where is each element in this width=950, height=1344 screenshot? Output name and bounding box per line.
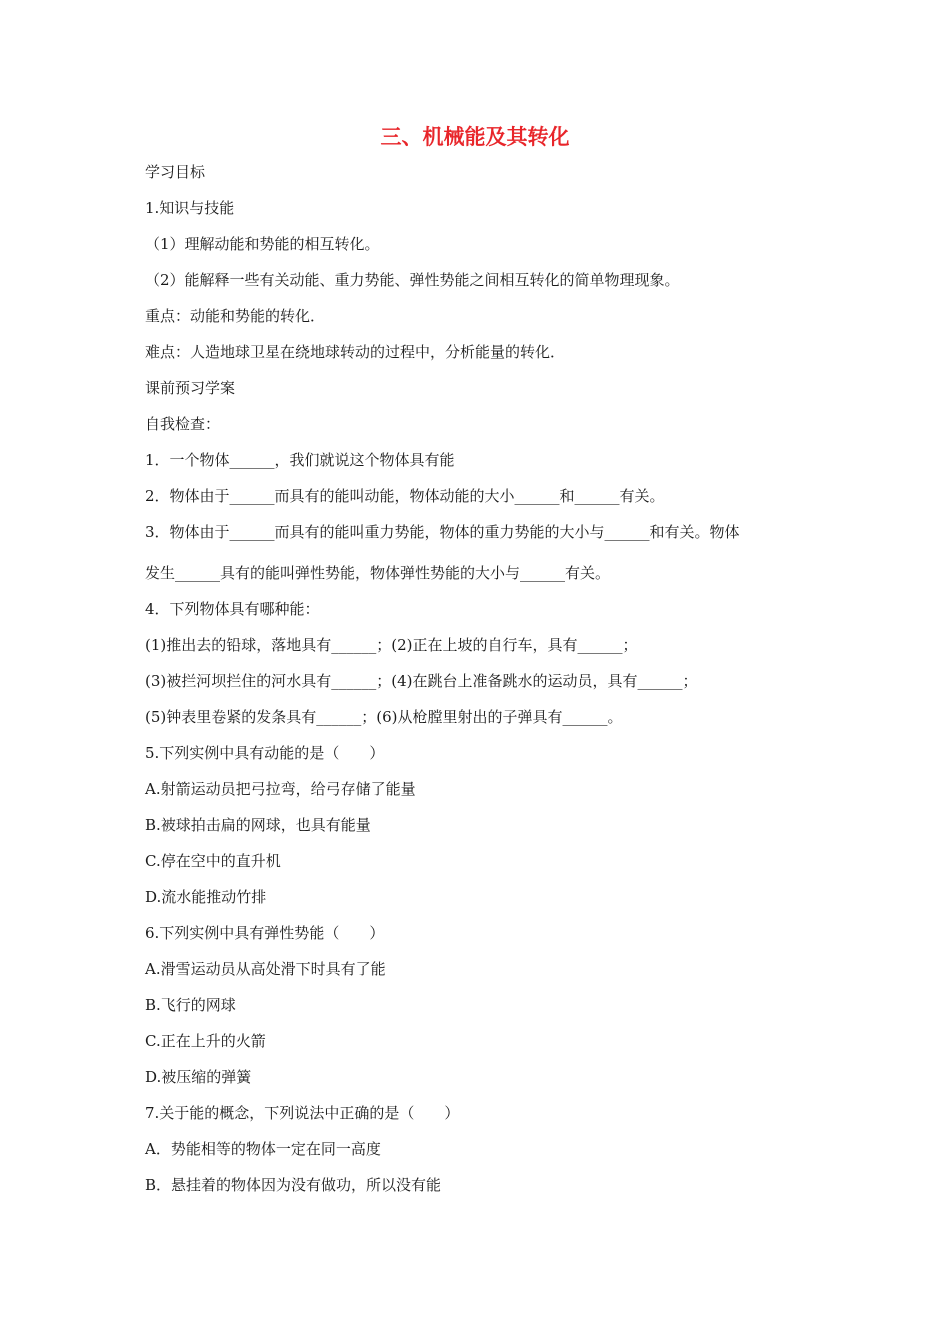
question-line: 发生______具有的能叫弹性势能，物体弹性势能的大小与______有关。 <box>145 564 611 582</box>
answer-option: B．悬挂着的物体因为没有做功，所以没有能 <box>145 1176 442 1194</box>
objective-item: （2）能解释一些有关动能、重力势能、弹性势能之间相互转化的简单物理现象。 <box>145 271 680 289</box>
answer-option: A.射箭运动员把弓拉弯，给弓存储了能量 <box>145 780 416 798</box>
question-stem: 7.关于能的概念，下列说法中正确的是（ ） <box>145 1104 460 1122</box>
subsection-heading: 1.知识与技能 <box>145 199 235 217</box>
answer-option: A.滑雪运动员从高处滑下时具有了能 <box>145 960 386 978</box>
key-point: 重点：动能和势能的转化． <box>145 307 326 325</box>
answer-option: D.被压缩的弹簧 <box>145 1068 252 1086</box>
question-line: 3．物体由于______而具有的能叫重力势能，物体的重力势能的大小与______和有关。物体 <box>145 523 740 541</box>
answer-option: C.停在空中的直升机 <box>145 852 281 870</box>
answer-option: A．势能相等的物体一定在同一高度 <box>145 1140 381 1158</box>
objective-item: （1）理解动能和势能的相互转化。 <box>145 235 380 253</box>
question-line: (3)被拦河坝拦住的河水具有______；(4)在跳台上准备跳水的运动员，具有______； <box>145 672 698 690</box>
answer-option: B.飞行的网球 <box>145 996 236 1014</box>
question-stem: 6.下列实例中具有弹性势能（ ） <box>145 924 385 942</box>
question-line: 1．一个物体______，我们就说这个物体具有能 <box>145 451 455 469</box>
document-title: 三、机械能及其转化 <box>380 125 570 149</box>
section-heading-objectives: 学习目标 <box>145 163 206 181</box>
question-line: (5)钟表里卷紧的发条具有______；(6)从枪膛里射出的子弹具有______。 <box>145 708 623 726</box>
question-line: (1)推出去的铅球，落地具有______；(2)正在上坡的自行车，具有______； <box>145 636 638 654</box>
question-line: 2．物体由于______而具有的能叫动能，物体动能的大小______和______有关。 <box>145 487 665 505</box>
answer-option: B.被球拍击扁的网球，也具有能量 <box>145 816 371 834</box>
question-line: 4．下列物体具有哪种能： <box>145 600 320 618</box>
self-check-heading: 自我检查： <box>145 415 221 433</box>
answer-option: D.流水能推动竹排 <box>145 888 267 906</box>
answer-option: C.正在上升的火箭 <box>145 1032 266 1050</box>
question-stem: 5.下列实例中具有动能的是（ ） <box>145 744 385 762</box>
difficult-point: 难点：人造地球卫星在绕地球转动的过程中，分析能量的转化． <box>145 343 566 361</box>
section-heading-preview: 课前预习学案 <box>145 379 236 397</box>
